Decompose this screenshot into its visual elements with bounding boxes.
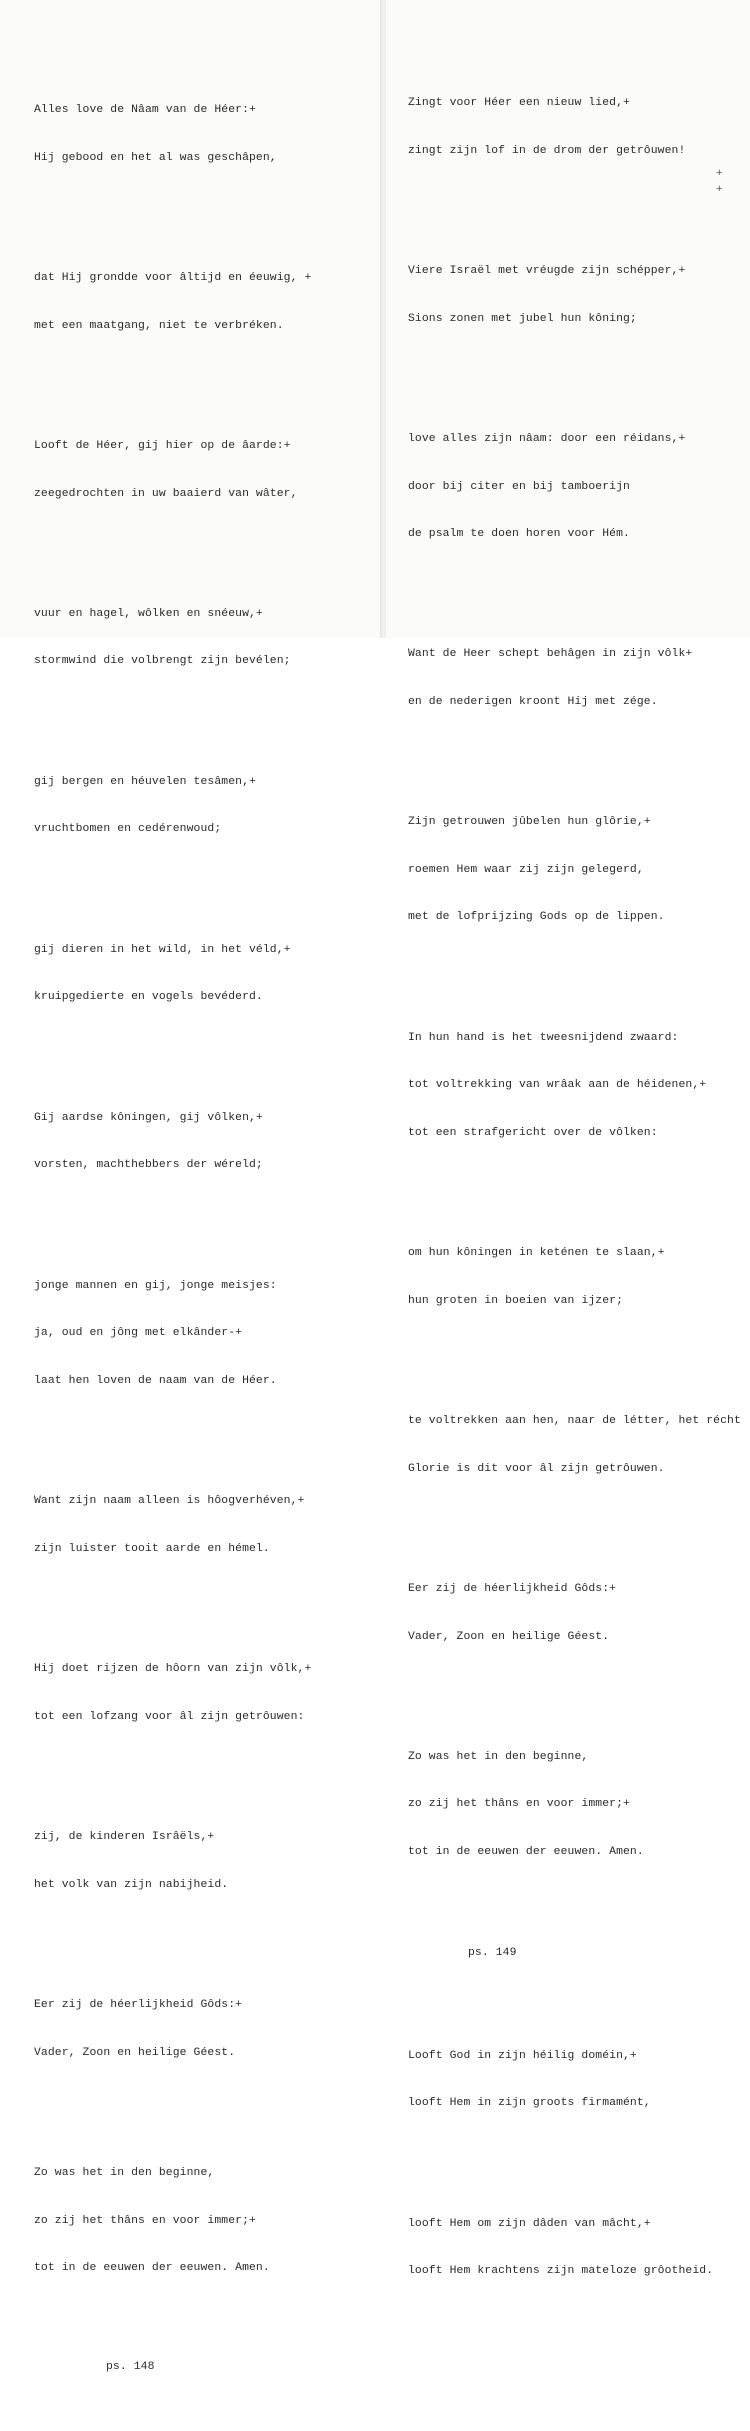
verse-line: tot in de eeuwen der eeuwen. Amen. <box>408 1845 644 1858</box>
verse-line: looft Hem krachtens zijn mateloze grôotheid. <box>408 2265 714 2278</box>
right-page <box>386 0 750 2278</box>
stanza <box>408 2185 741 2311</box>
verse-line: Zo was het in den beginne, <box>408 1751 589 1764</box>
verse-line: door bij citer en bij tamboerijn <box>408 480 630 493</box>
verse-line: kruipgedierte en vogels bevéderd. <box>34 991 263 1004</box>
verse-line: Hij gebood en het al was geschâpen, <box>34 151 277 164</box>
verse-line: looft Hem in zijn groots firmamént, <box>408 2097 651 2110</box>
stanza <box>34 408 311 534</box>
verse-line: zo zij het thâns en voor immer;+ <box>34 2214 256 2227</box>
verse-line: met een maatgang, niet te verbréken. <box>34 319 284 332</box>
verse-line: Vader, Zoon en heilige Géest. <box>34 2046 236 2059</box>
stanza <box>34 240 311 366</box>
verse-line: Gij aardse kôningen, gij vôlken,+ <box>34 1112 263 1124</box>
stanza <box>34 1967 311 2093</box>
stanza <box>408 1383 741 1509</box>
verse-line: Eer zij de héerlijkheid Gôds:+ <box>34 1999 243 2012</box>
verse-line: zeegedrochten in uw baaierd van wâter, <box>34 487 298 500</box>
verse-line: vorsten, machthebbers der wéreld; <box>34 1159 263 1172</box>
stanza <box>408 784 741 958</box>
verse-line: gij dieren in het wild, in het véld,+ <box>34 944 291 957</box>
stanza <box>408 2017 741 2143</box>
stanza <box>34 1463 311 1589</box>
verse-line: Glorie is dit voor âl zijn getrôuwen. <box>408 1462 665 1475</box>
verse-line: Zingt voor Héer een nieuw lied,+ <box>408 97 630 110</box>
verse-line: stormwind die volbrengt zijn bevélen; <box>34 655 291 668</box>
stanza <box>408 65 741 191</box>
stanza <box>408 1551 741 1677</box>
stanza <box>34 911 311 1037</box>
verse-line: dat Hij grondde voor âltijd en éeuwig, + <box>34 272 312 285</box>
stanza <box>34 1079 311 1205</box>
left-page-text <box>34 40 311 2431</box>
verse-line: de psalm te doen horen voor Hém. <box>408 527 630 540</box>
stanza <box>34 743 311 869</box>
verse-line: Vader, Zoon en heilige Géest. <box>408 1630 610 1643</box>
stanza <box>408 233 741 359</box>
stanza <box>408 1215 741 1341</box>
stanza <box>34 1799 311 1925</box>
verse-line: vruchtbomen en cedérenwoud; <box>34 823 222 836</box>
verse-line: zo zij het thâns en voor immer;+ <box>408 1798 630 1811</box>
verse-line: Viere Israël met vréugde zijn schépper,+ <box>408 265 686 278</box>
stanza <box>34 1247 311 1421</box>
verse-line: roemen Hem waar zij zijn gelegerd, <box>408 863 644 876</box>
verse-line: te voltrekken aan hen, naar de létter, het récht <box>408 1415 741 1428</box>
verse-line: In hun hand is het tweesnijdend zwaard: <box>408 1031 679 1044</box>
stanza <box>408 999 741 1173</box>
verse-line: Sions zonen met jubel hun kôning; <box>408 312 637 325</box>
psalm-label: ps. 148 <box>106 2360 155 2373</box>
verse-line: Looft God in zijn héilig doméin,+ <box>408 2049 637 2062</box>
verse-line: love alles zijn nâam: door een réidans,+ <box>408 433 686 446</box>
stanza <box>34 72 311 198</box>
psalm-label: ps. 149 <box>468 1946 517 1959</box>
verse-line: tot voltrekking van wrâak aan de héidenen,+ <box>408 1079 707 1092</box>
verse-line: het volk van zijn nabijheid. <box>34 1878 229 1891</box>
margin-mark: + <box>716 184 723 196</box>
verse-line: gij bergen en héuvelen tesâmen,+ <box>34 776 256 789</box>
verse-line: met de lofprijzing Gods op de lippen. <box>408 911 665 924</box>
verse-line: Zo was het in den beginne, <box>34 2167 215 2180</box>
verse-line: zijn luister tooit aarde en hémel. <box>34 1542 270 1555</box>
verse-line: Zijn getrouwen jûbelen hun glôrie,+ <box>408 816 651 829</box>
verse-line: om hun kôningen in keténen te slaan,+ <box>408 1247 665 1260</box>
verse-line: ja, oud en jông met elkânder-+ <box>34 1327 243 1340</box>
verse-line: jonge mannen en gij, jonge meisjes: <box>34 1279 277 1292</box>
verse-line: laat hen loven de naam van de Héer. <box>34 1374 277 1387</box>
stanza <box>34 576 311 702</box>
verse-line: zij, de kinderen Isrâëls,+ <box>34 1831 215 1844</box>
verse-line: tot in de eeuwen der eeuwen. Amen. <box>34 2261 270 2274</box>
verse-line: looft Hem om zijn dâden van mâcht,+ <box>408 2217 651 2230</box>
stanza <box>34 2135 311 2309</box>
stanza <box>34 1631 311 1757</box>
verse-line: Eer zij de héerlijkheid Gôds:+ <box>408 1583 617 1596</box>
verse-line: zingt zijn lof in de drom der getrôuwen! <box>408 144 686 157</box>
verse-line: tot een strafgericht over de vôlken: <box>408 1126 658 1139</box>
stanza <box>408 401 741 575</box>
verse-line: Looft de Héer, gij hier op de âarde:+ <box>34 440 291 453</box>
verse-line: Want zijn naam alleen is hôogverhéven,+ <box>34 1495 305 1508</box>
verse-line: Alles love de Nâam van de Héer:+ <box>34 104 256 117</box>
verse-line: hun groten in boeien van ijzer; <box>408 1294 624 1307</box>
left-page <box>0 0 380 2373</box>
stanza <box>408 616 741 742</box>
stanza <box>408 1718 741 1892</box>
verse-line: Want de Heer schept behâgen in zijn vôlk+ <box>408 648 693 661</box>
margin-mark: + <box>716 168 723 180</box>
verse-line: vuur en hagel, wôlken en snéeuw,+ <box>34 608 263 621</box>
verse-line: en de nederigen kroont Hij met zége. <box>408 695 658 708</box>
right-page-text <box>408 33 741 2353</box>
verse-line: tot een lofzang voor âl zijn getrôuwen: <box>34 1710 305 1723</box>
verse-line: Hij doet rijzen de hôorn van zijn vôlk,+ <box>34 1663 312 1676</box>
